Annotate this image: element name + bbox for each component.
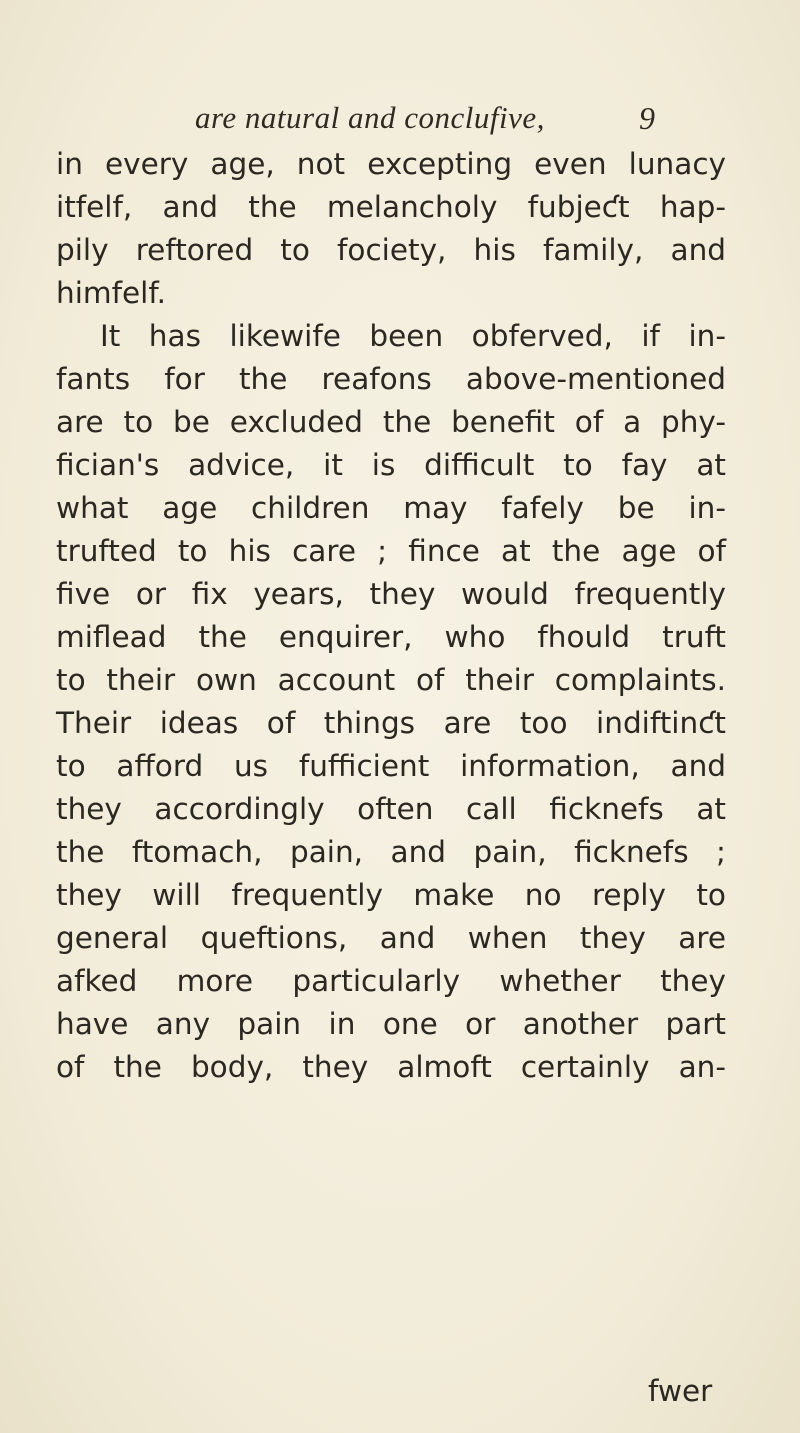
text-line: what age children may fafely be in- xyxy=(56,491,726,525)
text-line: pily reftored to fociety, his family, and xyxy=(56,233,726,267)
text-line: itfelf, and the melancholy fubjeƈt hap- xyxy=(56,190,726,224)
text-line: himfelf. xyxy=(56,276,166,310)
text-line: they will frequently make no reply to xyxy=(56,878,726,912)
catchword: fwer xyxy=(648,1374,713,1408)
paragraph-start-line: It has likewife been obferved, if in- xyxy=(100,319,726,353)
text-line: miflead the enquirer, who fhould truft xyxy=(56,620,726,654)
text-line: in every age, not excepting even lunacy xyxy=(56,147,726,181)
text-line: afked more particularly whether they xyxy=(56,964,726,998)
text-line: to their own account of their complaints. xyxy=(56,663,726,697)
page-number: 9 xyxy=(639,100,655,136)
text-line: general queftions, and when they are xyxy=(56,921,726,955)
text-line: to afford us fufficient information, and xyxy=(56,749,726,783)
text-line: the ftomach, pain, and pain, ficknefs ; xyxy=(56,835,726,869)
running-title: are natural and conclufive, xyxy=(195,100,545,135)
text-line: have any pain in one or another part xyxy=(56,1007,726,1041)
text-line: are to be excluded the benefit of a phy- xyxy=(56,405,726,439)
text-line: trufted to his care ; fince at the age of xyxy=(56,534,726,568)
text-line: of the body, they almoft certainly an- xyxy=(56,1050,726,1084)
text-line: fician's advice, it is difficult to fay at xyxy=(56,448,726,482)
text-line: Their ideas of things are too indiftinƈt xyxy=(56,706,726,740)
text-line: five or fix years, they would frequently xyxy=(56,577,726,611)
text-line: they accordingly often call ficknefs at xyxy=(56,792,726,826)
text-line: fants for the reafons above-mentioned xyxy=(56,362,726,396)
